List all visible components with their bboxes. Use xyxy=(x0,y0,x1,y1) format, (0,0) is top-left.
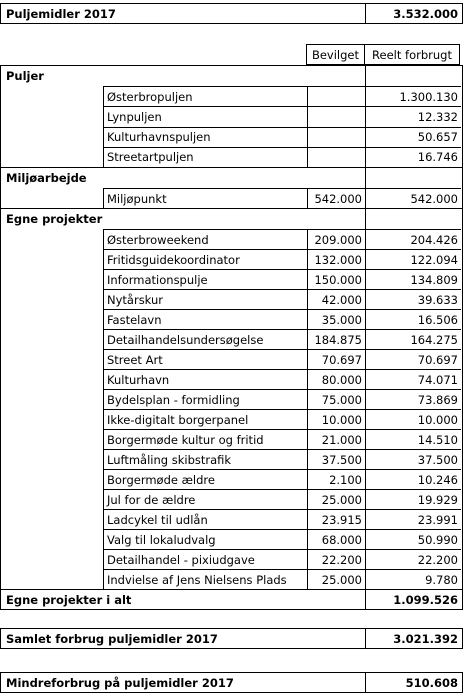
row-name: Østerbroweekend xyxy=(103,229,307,249)
samlet-row xyxy=(0,628,463,649)
table-row xyxy=(0,289,463,309)
row-bevilget: 42.000 xyxy=(307,289,365,309)
row-forbrugt: 122.094 xyxy=(365,249,461,269)
row-bevilget: 209.000 xyxy=(307,229,365,249)
row-forbrugt: 73.869 xyxy=(365,389,461,409)
row-forbrugt: 12.332 xyxy=(365,106,461,126)
table-row xyxy=(0,329,463,349)
section-puljer xyxy=(0,65,463,86)
table-row xyxy=(0,229,463,249)
row-name: Fastelavn xyxy=(103,309,307,329)
row-name: Streetartpuljen xyxy=(103,147,307,167)
row-bevilget: 70.697 xyxy=(307,349,365,369)
table-row xyxy=(0,469,463,489)
row-bevilget: 132.000 xyxy=(307,249,365,269)
table-row xyxy=(0,369,463,389)
row-forbrugt: 70.697 xyxy=(365,349,461,369)
row-bevilget xyxy=(307,127,365,147)
empty-row xyxy=(0,24,463,44)
table-row xyxy=(0,389,463,409)
table-row xyxy=(0,429,463,449)
table-row xyxy=(0,269,463,289)
section-puljer-value xyxy=(365,66,461,86)
row-bevilget xyxy=(307,106,365,126)
row-forbrugt: 164.275 xyxy=(365,329,461,349)
table-row xyxy=(0,86,463,106)
section-egne-value xyxy=(365,209,461,229)
header-bevilget: Bevilget xyxy=(306,44,364,65)
section-egne-label: Egne projekter xyxy=(6,212,103,226)
row-bevilget: 2.100 xyxy=(307,469,365,489)
section-miljo xyxy=(0,167,463,188)
title-label: Puljemidler 2017 xyxy=(6,6,116,21)
row-bevilget: 80.000 xyxy=(307,369,365,389)
row-forbrugt: 14.510 xyxy=(365,429,461,449)
row-bevilget: 184.875 xyxy=(307,329,365,349)
row-name: Detailhandel - pixiudgave xyxy=(103,549,307,569)
row-forbrugt: 1.300.130 xyxy=(365,86,461,106)
row-bevilget: 23.915 xyxy=(307,509,365,529)
row-name: Indvielse af Jens Nielsens Plads xyxy=(103,569,307,589)
row-bevilget xyxy=(307,86,365,106)
table-row xyxy=(0,106,463,126)
section-miljo-value xyxy=(365,168,461,188)
table-row xyxy=(0,509,463,529)
table-row xyxy=(0,409,463,429)
row-name: Østerbropuljen xyxy=(103,86,307,106)
row-bevilget: 35.000 xyxy=(307,309,365,329)
table-row xyxy=(0,569,463,589)
header-row xyxy=(0,44,463,65)
row-name: Fritidsguidekoordinator xyxy=(103,249,307,269)
row-bevilget: 25.000 xyxy=(307,489,365,509)
table-row xyxy=(0,249,463,269)
section-puljer-label: Puljer xyxy=(6,69,44,83)
section-egne xyxy=(0,208,463,229)
row-bevilget: 542.000 xyxy=(307,188,365,208)
table-row xyxy=(0,449,463,469)
row-forbrugt: 10.246 xyxy=(365,469,461,489)
row-forbrugt: 39.633 xyxy=(365,289,461,309)
row-name: Borgermøde kultur og fritid xyxy=(103,429,307,449)
row-forbrugt: 22.200 xyxy=(365,549,461,569)
row-name: Ikke-digitalt borgerpanel xyxy=(103,409,307,429)
table-row xyxy=(0,127,463,147)
mindre-label: Mindreforbrug på puljemidler 2017 xyxy=(6,675,234,690)
row-name: Informationspulje xyxy=(103,269,307,289)
row-name: Borgermøde ældre xyxy=(103,469,307,489)
header-forbrugt: Reelt forbrugt xyxy=(364,44,460,65)
row-bevilget: 150.000 xyxy=(307,269,365,289)
row-forbrugt: 10.000 xyxy=(365,409,461,429)
table-row xyxy=(0,529,463,549)
row-name: Ladcykel til udlån xyxy=(103,509,307,529)
row-name: Detailhandelsundersøgelse xyxy=(103,329,307,349)
section-miljo-label: Miljøarbejde xyxy=(6,171,87,185)
row-name: Nytårskur xyxy=(103,289,307,309)
table-row xyxy=(0,309,463,329)
row-bevilget: 21.000 xyxy=(307,429,365,449)
mindre-row xyxy=(0,672,463,693)
title-value: 3.532.000 xyxy=(365,4,461,23)
row-bevilget: 22.200 xyxy=(307,549,365,569)
row-bevilget xyxy=(307,147,365,167)
egne-total-value: 1.099.526 xyxy=(365,590,461,609)
row-name: Miljøpunkt xyxy=(103,188,307,208)
row-forbrugt: 9.780 xyxy=(365,569,461,589)
row-forbrugt: 542.000 xyxy=(365,188,461,208)
row-name: Valg til lokaludvalg xyxy=(103,529,307,549)
row-forbrugt: 204.426 xyxy=(365,229,461,249)
table-row xyxy=(0,349,463,369)
row-name: Lynpuljen xyxy=(103,106,307,126)
row-name: Bydelsplan - formidling xyxy=(103,389,307,409)
row-name: Street Art xyxy=(103,349,307,369)
mindre-value: 510.608 xyxy=(365,673,461,692)
row-bevilget: 25.000 xyxy=(307,569,365,589)
row-forbrugt: 37.500 xyxy=(365,449,461,469)
row-forbrugt: 134.809 xyxy=(365,269,461,289)
title-row xyxy=(0,3,463,24)
row-forbrugt: 74.071 xyxy=(365,369,461,389)
row-bevilget: 37.500 xyxy=(307,449,365,469)
row-bevilget: 75.000 xyxy=(307,389,365,409)
egne-total-label: Egne projekter i alt xyxy=(6,592,132,607)
samlet-value: 3.021.392 xyxy=(365,629,461,648)
row-bevilget: 68.000 xyxy=(307,529,365,549)
row-forbrugt: 23.991 xyxy=(365,509,461,529)
table-row xyxy=(0,489,463,509)
row-bevilget: 10.000 xyxy=(307,409,365,429)
row-forbrugt: 50.990 xyxy=(365,529,461,549)
row-forbrugt: 19.929 xyxy=(365,489,461,509)
table-row xyxy=(0,188,463,208)
table-row xyxy=(0,549,463,569)
samlet-label: Samlet forbrug puljemidler 2017 xyxy=(6,631,218,646)
row-name: Kulturhavnspuljen xyxy=(103,127,307,147)
table-row xyxy=(0,147,463,167)
row-name: Kulturhavn xyxy=(103,369,307,389)
egne-total-row xyxy=(0,589,463,610)
row-forbrugt: 16.746 xyxy=(365,147,461,167)
row-forbrugt: 50.657 xyxy=(365,127,461,147)
row-name: Jul for de ældre xyxy=(103,489,307,509)
row-name: Luftmåling skibstrafik xyxy=(103,449,307,469)
row-forbrugt: 16.506 xyxy=(365,309,461,329)
